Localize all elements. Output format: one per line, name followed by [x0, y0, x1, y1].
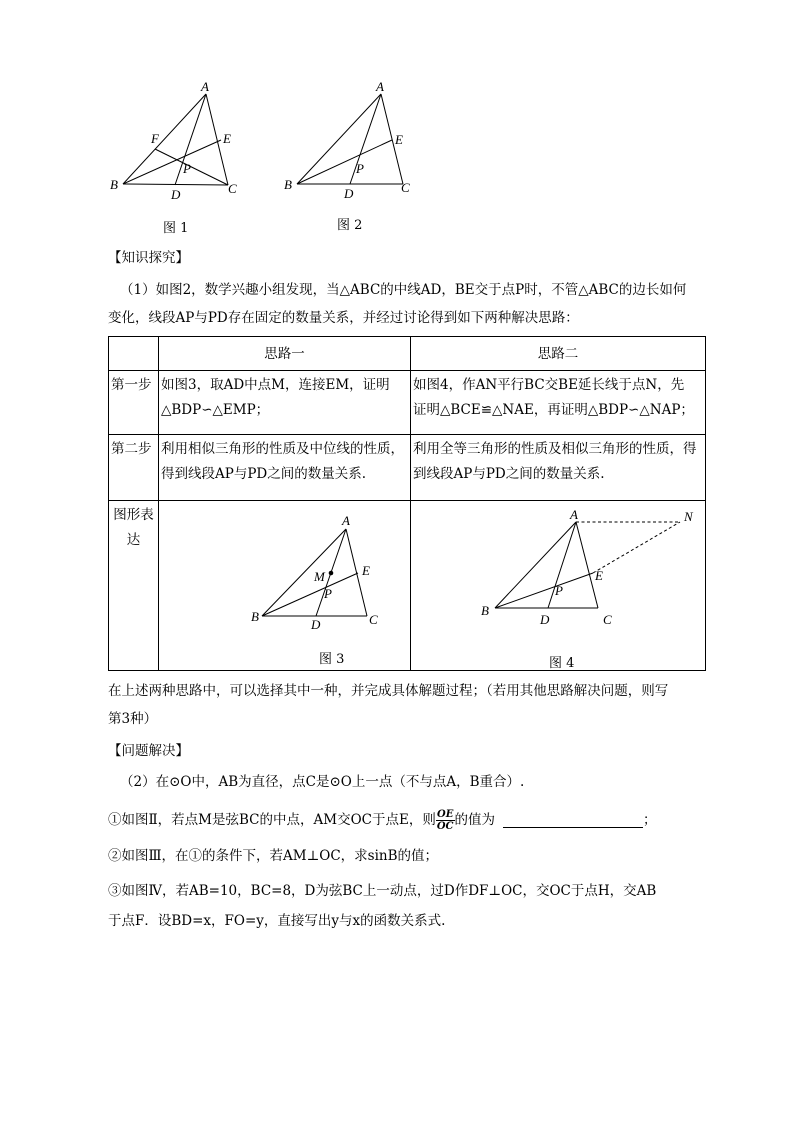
question-1-line-2: 变化，线段AP与PD存在固定的数量关系，并经过讨论得到如下两种解决思路：: [108, 310, 579, 326]
figure-3-caption: 图 3: [319, 652, 345, 667]
point-d: D: [540, 612, 550, 627]
point-b: B: [481, 603, 489, 618]
step-2-label: 第二步: [111, 441, 152, 457]
after-table-line-1: 在上述两种思路中，可以选择其中一种，并完成具体解题过程；（若用其他思路解决问题，则写: [108, 683, 669, 699]
table-corner-cell: [109, 337, 159, 371]
figure-1: [105, 80, 255, 205]
step-2-approach-1-line-1: 利用相似三角形的性质及中位线的性质，: [161, 441, 404, 457]
q2-part-1-text-a: ①如图Ⅱ，若点M是弦BC的中点，AM交OC于点E，则: [108, 812, 436, 828]
point-a: A: [570, 507, 578, 522]
point-p: P: [356, 161, 364, 176]
point-a: A: [376, 80, 384, 94]
header-approach-2: 思路二: [411, 337, 706, 371]
point-e: E: [223, 131, 231, 146]
q2-part-1-end: ；: [643, 812, 657, 828]
fraction-oe-over-oc: [436, 809, 455, 832]
point-d: D: [311, 617, 321, 632]
step-1-approach-2-line-2: 证明△BCE≌△NAE，再证明△BDP∽△NAP；: [413, 402, 694, 418]
row-figure-label: [109, 501, 159, 671]
point-e: E: [595, 568, 603, 583]
step-1-label: 第一步: [111, 377, 152, 393]
point-c: C: [401, 180, 410, 195]
point-e: E: [395, 132, 403, 147]
question-2-intro: （2）在⊙O中，AB为直径，点C是⊙O上一点（不与点A，B重合）.: [120, 774, 525, 790]
step-1-approach-1-line-2: △BDP∽△EMP；: [161, 402, 270, 418]
point-a: A: [201, 80, 209, 94]
figure-4-caption: 图 4: [549, 656, 575, 671]
question-2-part-1: [108, 807, 708, 833]
after-table-line-2: 第3种）: [108, 711, 158, 727]
point-d: D: [344, 186, 354, 201]
q2-part-1-text-b: 的值为: [454, 812, 495, 828]
point-n: N: [684, 509, 693, 524]
point-f: F: [151, 131, 159, 146]
answer-blank[interactable]: [503, 813, 643, 828]
row-step-1-approach-1: [159, 371, 411, 435]
row-step-1-label: [109, 371, 159, 435]
header-approach-1: 思路一: [159, 337, 411, 371]
question-1-line-1: （1）如图2，数学兴趣小组发现，当△ABC的中线AD，BE交于点P时，不管△ABC的边长如何: [120, 282, 687, 298]
step-2-approach-2-line-1: 利用全等三角形的性质及相似三角形的性质，得: [413, 441, 697, 457]
figure-row-label-line-2: 达: [126, 532, 141, 548]
section-title-problem-solving: 【问题解决】: [108, 743, 189, 759]
row-step-2-label: [109, 435, 159, 501]
fraction-denominator: OC: [436, 821, 454, 832]
row-step-1-approach-2: [411, 371, 706, 435]
point-p: P: [324, 586, 332, 601]
figure-2-caption: 图 2: [337, 218, 363, 233]
figure-1-caption: 图 1: [163, 221, 189, 236]
fraction-numerator: OE: [436, 809, 454, 820]
step-2-approach-1-line-2: 得到线段AP与PD之间的数量关系.: [161, 466, 367, 482]
point-b: B: [284, 177, 292, 192]
question-2-part-3-line-2: 于点F．设BD=x，FO=y，直接写出y与x的函数关系式.: [108, 913, 446, 929]
figure-2: [280, 80, 420, 205]
step-1-approach-2-line-1: 如图4，作AN平行BC交BE延长线于点N，先: [413, 377, 685, 393]
figure-4: [470, 505, 700, 635]
point-d: D: [171, 187, 181, 202]
point-b: B: [110, 177, 118, 192]
row-step-2-approach-1: [159, 435, 411, 501]
figure-row-label-line-1: 图形表: [113, 507, 154, 523]
figure-3: [245, 510, 395, 635]
point-c: C: [228, 181, 237, 196]
point-m-dot: [329, 571, 334, 576]
question-2-part-3-line-1: ③如图Ⅳ，若AB=10，BC=8，D为弦BC上一动点，过D作DF⊥OC，交OC于点H，交AB: [108, 883, 657, 899]
point-e: E: [362, 563, 370, 578]
point-m: M: [314, 569, 325, 584]
row-step-2-approach-2: [411, 435, 706, 501]
section-title-knowledge: 【知识探究】: [108, 250, 189, 266]
point-p: P: [555, 583, 563, 598]
point-a: A: [342, 513, 350, 528]
point-b: B: [251, 609, 259, 624]
point-c: C: [369, 612, 378, 627]
point-p: P: [183, 161, 191, 176]
point-c: C: [603, 612, 612, 627]
step-2-approach-2-line-2: 到线段AP与PD之间的数量关系.: [413, 466, 605, 482]
step-1-approach-1-line-1: 如图3，取AD中点M，连接EM，证明: [161, 377, 390, 393]
question-2-part-2: ②如图Ⅲ，在①的条件下，若AM⊥OC，求sinB的值；: [108, 848, 439, 864]
